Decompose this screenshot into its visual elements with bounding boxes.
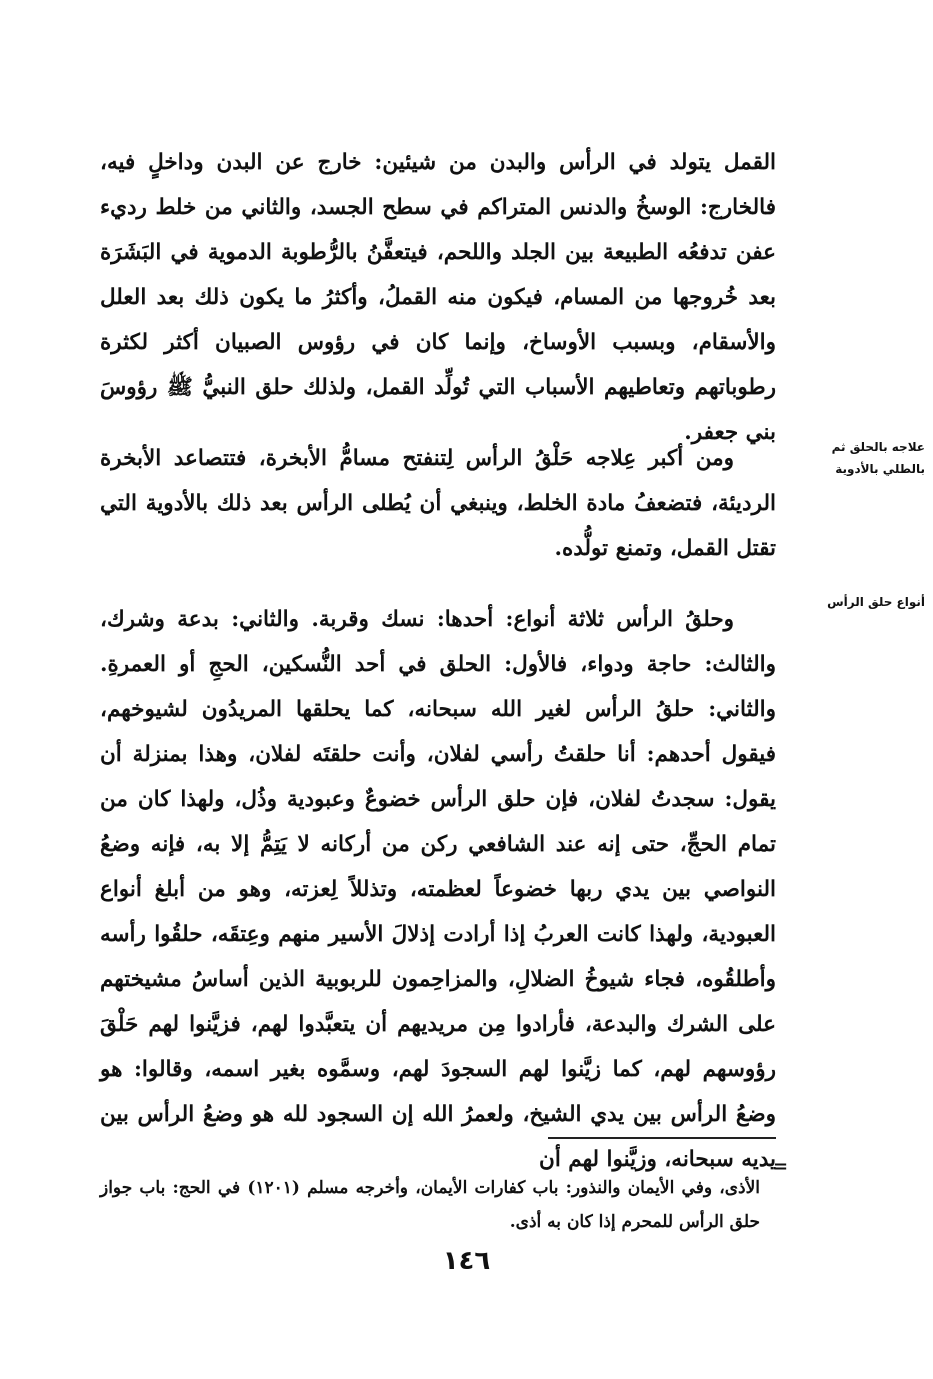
footnote-continuation-mark: = — [773, 1156, 789, 1177]
paragraph-lice-origin: القمل يتولد في الرأس والبدن من شيئين: خارج عن البدن وداخلٍ فيه، فالخارج: الوسخُ والدنس المتراكم في سطح الجسد، والثاني من خلط رديء عفن تدفعُه الطبيعة بين الجلد واللحم، فيتعفَّنُ بالرُّطوبة الدموية في البَشَرَة بعد خُروجها من المسام، فيكون منه القملُ، وأكثرُ ما يكون ذلك بعد العلل والأسقام، وبسبب الأوساخ، وإنما كان في رؤوس الصبيان أكثر لكثرة رطوباتهم وتعاطيهم الأسباب التي تُولِّد القمل، ولذلك حلق النبيُّ ﷺ رؤوسَ بني جعفر. — [100, 149, 776, 445]
paragraph-shaving-types: وحلقُ الرأس ثلاثة أنواع: أحدها: نسك وقربة. والثاني: بدعة وشرك، والثالث: حاجة ودواء، فالأول: الحلق في أحد النُّسكين، الحجِ أو العمرةِ. والثاني: حلقُ الرأس لغير الله سبحانه، كما يحلقها المريدُون لشيوخهم، فيقول أحدهم: أنا حلقتُ رأسي لفلان، وأنت حلقتَه لفلان، وهذا بمنزلة أن يقول: سجدتُ لفلان، فإن حلق الرأس خضوعٌ وعبودية وذُل، ولهذا كان من تمام الحجِّ، حتى إنه عند الشافعي ركن من أركانه لا يَتِمُّ إلا به، فإنه وضعُ النواصي بين يدي ربها خضوعاً لعظمته، وتذللاً لِعزته، وهو من أبلغ أنواع العبودية، ولهذا كانت العربُ إذا أرادت إذلالَ الأسير منهم وعِتقَه، حلقُوا رأسه وأطلقُوه، فجاء شيوخُ الضلالِ، والمزاحِمون للربوبية الذين أساسُ مشيختهم على الشرك والبدعة، فأرادوا مِن مريديهم أن يتعبَّدوا لهم، فزيَّنوا لهم حَلْقَ رؤوسهم لهم، كما زيَّنوا لهم السجودَ لهم، وسمَّوه بغير اسمه، وقالوا: هو وضعُ الرأس بين يدي الشيخ، ولعمرُ الله إن السجود لله هو وضعُ الرأس بين يديه سبحانه، وزيَّنوا لهم أن — [100, 606, 776, 1172]
page-number: ١٤٦ — [442, 1246, 491, 1276]
footnote-text: الأذى، وفي الأيمان والنذور: باب كفارات الأيمان، وأخرجه مسلم (١٢٠١) في الحج: باب جواز حلق الرأس للمحرم إذا كان به أذى. — [100, 1178, 761, 1232]
margin-note-treatment: علاجه بالحلق ثم بالطلي بالأدوية — [831, 440, 925, 476]
paragraph-treatment: ومن أكبر عِلاجه حَلْقُ الرأس لِتنفتح مسامُّ الأبخرة، فتتصاعد الأبخرة الرديئة، فتضعفُ مادة الخلط، وينبغي أن يُطلى الرأس بعد ذلك بالأدوية التي تقتل القمل، وتمنع تولُّده. — [100, 445, 776, 561]
margin-note-shaving-types: أنواع حلق الرأس — [827, 595, 925, 609]
footnote-divider — [548, 1137, 776, 1139]
